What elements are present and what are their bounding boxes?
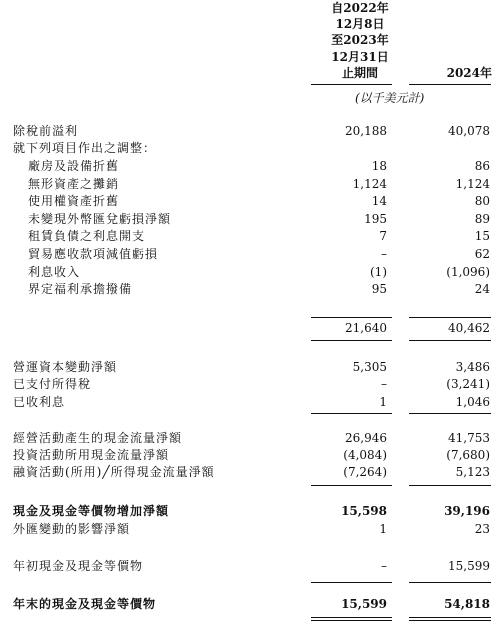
row-label: 已支付所得稅 <box>13 377 92 391</box>
value-period: 1 <box>379 395 387 409</box>
value-period: – <box>381 559 387 573</box>
closing-double-rule-1-col1 <box>311 617 392 618</box>
value-2024: 40,462 <box>448 321 490 335</box>
activities-rule-col1 <box>311 485 392 486</box>
operating-rule-col2 <box>409 413 491 414</box>
value-2024: 41,753 <box>448 431 490 445</box>
row-label: 貿易應收款項減值虧損 <box>28 247 159 261</box>
row-profit-before-tax <box>0 123 496 140</box>
unit-label: (以千美元計) <box>355 91 425 105</box>
value-2024: 86 <box>474 159 490 173</box>
row-amortisation-intangibles <box>0 176 496 193</box>
row-label: 未變現外幣匯兌虧損淨額 <box>28 212 172 226</box>
operating-rule-col1 <box>311 413 392 414</box>
period-header-line-5: 止期間 <box>341 66 378 80</box>
year-2024-header: 2024年 <box>446 66 492 80</box>
row-fx-effect <box>0 521 496 538</box>
subtotal-rule-bottom-col2 <box>409 340 491 341</box>
row-label: 外匯變動的影響淨額 <box>13 522 131 536</box>
row-impairment-receivables <box>0 246 496 263</box>
row-depreciation-rou <box>0 193 496 210</box>
subtotal-rule-col2 <box>409 317 491 318</box>
value-period: 14 <box>371 194 387 208</box>
value-2024: 54,818 <box>444 597 490 611</box>
row-lease-interest <box>0 228 496 245</box>
row-interest-received <box>0 394 496 411</box>
value-period: (1) <box>370 265 387 279</box>
value-2024: 89 <box>474 212 490 226</box>
row-label: 界定福利承擔撥備 <box>28 282 133 296</box>
row-label: 現金及現金等價物增加淨額 <box>13 504 170 518</box>
value-2024: 80 <box>474 194 490 208</box>
value-2024: 24 <box>474 282 490 296</box>
row-label: 除稅前溢利 <box>13 124 79 138</box>
subtotal-rule-bottom-col1 <box>311 340 392 341</box>
closing-double-rule-1-col2 <box>409 617 491 618</box>
row-investing-cash-flow <box>0 447 496 464</box>
closing-rule-top-col2 <box>409 582 491 583</box>
value-2024: (3,241) <box>446 377 490 391</box>
row-closing-cash <box>0 596 496 613</box>
period-header-line-4: 12月31日 <box>331 50 389 64</box>
closing-rule-top-col1 <box>311 582 392 583</box>
row-label: 就下列項目作出之調整： <box>13 141 157 155</box>
period-header-line-2: 12月8日 <box>335 17 385 31</box>
value-period: 15,599 <box>341 597 387 611</box>
value-period: 15,598 <box>341 504 387 518</box>
row-label: 使用權資產折舊 <box>28 194 120 208</box>
value-period: 1,124 <box>352 177 387 191</box>
row-opening-cash <box>0 558 496 575</box>
value-2024: 15 <box>474 229 490 243</box>
row-label: 廠房及設備折舊 <box>28 159 120 173</box>
row-label: 無形資產之攤銷 <box>28 177 120 191</box>
row-label: 利息收入 <box>28 265 81 279</box>
row-income-tax-paid <box>0 376 496 393</box>
row-adjustments-heading <box>0 140 496 157</box>
value-period: 1 <box>379 522 387 536</box>
value-period: 195 <box>364 212 387 226</box>
row-defined-benefit <box>0 281 496 298</box>
row-label: 融資活動(所用)╱所得現金流量淨額 <box>13 465 215 479</box>
row-depreciation-plant <box>0 158 496 175</box>
value-2024: (1,096) <box>446 265 490 279</box>
value-2024: 39,196 <box>444 504 490 518</box>
value-2024: 1,046 <box>455 395 490 409</box>
closing-double-rule-2-col2 <box>409 620 491 621</box>
value-2024: 1,124 <box>455 177 490 191</box>
value-2024: (7,680) <box>446 448 490 462</box>
subtotal-rule-col1 <box>311 317 392 318</box>
period-header-line-1: 自2022年 <box>331 1 389 15</box>
value-period: 20,188 <box>345 124 387 138</box>
row-label: 營運資本變動淨額 <box>13 360 118 374</box>
value-period: (4,084) <box>343 448 387 462</box>
value-2024: 62 <box>474 247 490 261</box>
row-interest-income <box>0 264 496 281</box>
value-period: (7,264) <box>343 465 387 479</box>
closing-double-rule-2-col1 <box>311 620 392 621</box>
value-period: 95 <box>371 282 387 296</box>
row-financing-cash-flow <box>0 464 496 481</box>
value-period: – <box>381 247 387 261</box>
row-operating-cash-flow <box>0 430 496 447</box>
row-net-increase-cash <box>0 503 496 520</box>
row-subtotal <box>0 320 496 337</box>
value-2024: 3,486 <box>455 360 490 374</box>
value-period: 21,640 <box>345 321 387 335</box>
value-period: 26,946 <box>345 431 387 445</box>
value-period: – <box>381 377 387 391</box>
row-unrealised-fx-loss <box>0 211 496 228</box>
value-2024: 40,078 <box>448 124 490 138</box>
header-rule-col1 <box>311 84 392 85</box>
value-period: 18 <box>371 159 387 173</box>
row-label: 租賃負債之利息開支 <box>28 229 146 243</box>
value-period: 7 <box>379 229 387 243</box>
row-label: 年末的現金及現金等價物 <box>13 597 157 611</box>
value-2024: 5,123 <box>455 465 490 479</box>
row-working-capital <box>0 359 496 376</box>
row-label: 年初現金及現金等價物 <box>13 559 144 573</box>
row-label: 已收利息 <box>13 395 66 409</box>
value-2024: 15,599 <box>448 559 490 573</box>
value-2024: 23 <box>474 522 490 536</box>
row-label: 經營活動產生的現金流量淨額 <box>13 431 183 445</box>
row-label: 投資活動所用現金流量淨額 <box>13 448 170 462</box>
header-rule-col2 <box>409 84 491 85</box>
activities-rule-col2 <box>409 485 491 486</box>
value-period: 5,305 <box>352 360 387 374</box>
period-header-line-3: 至2023年 <box>331 33 389 47</box>
